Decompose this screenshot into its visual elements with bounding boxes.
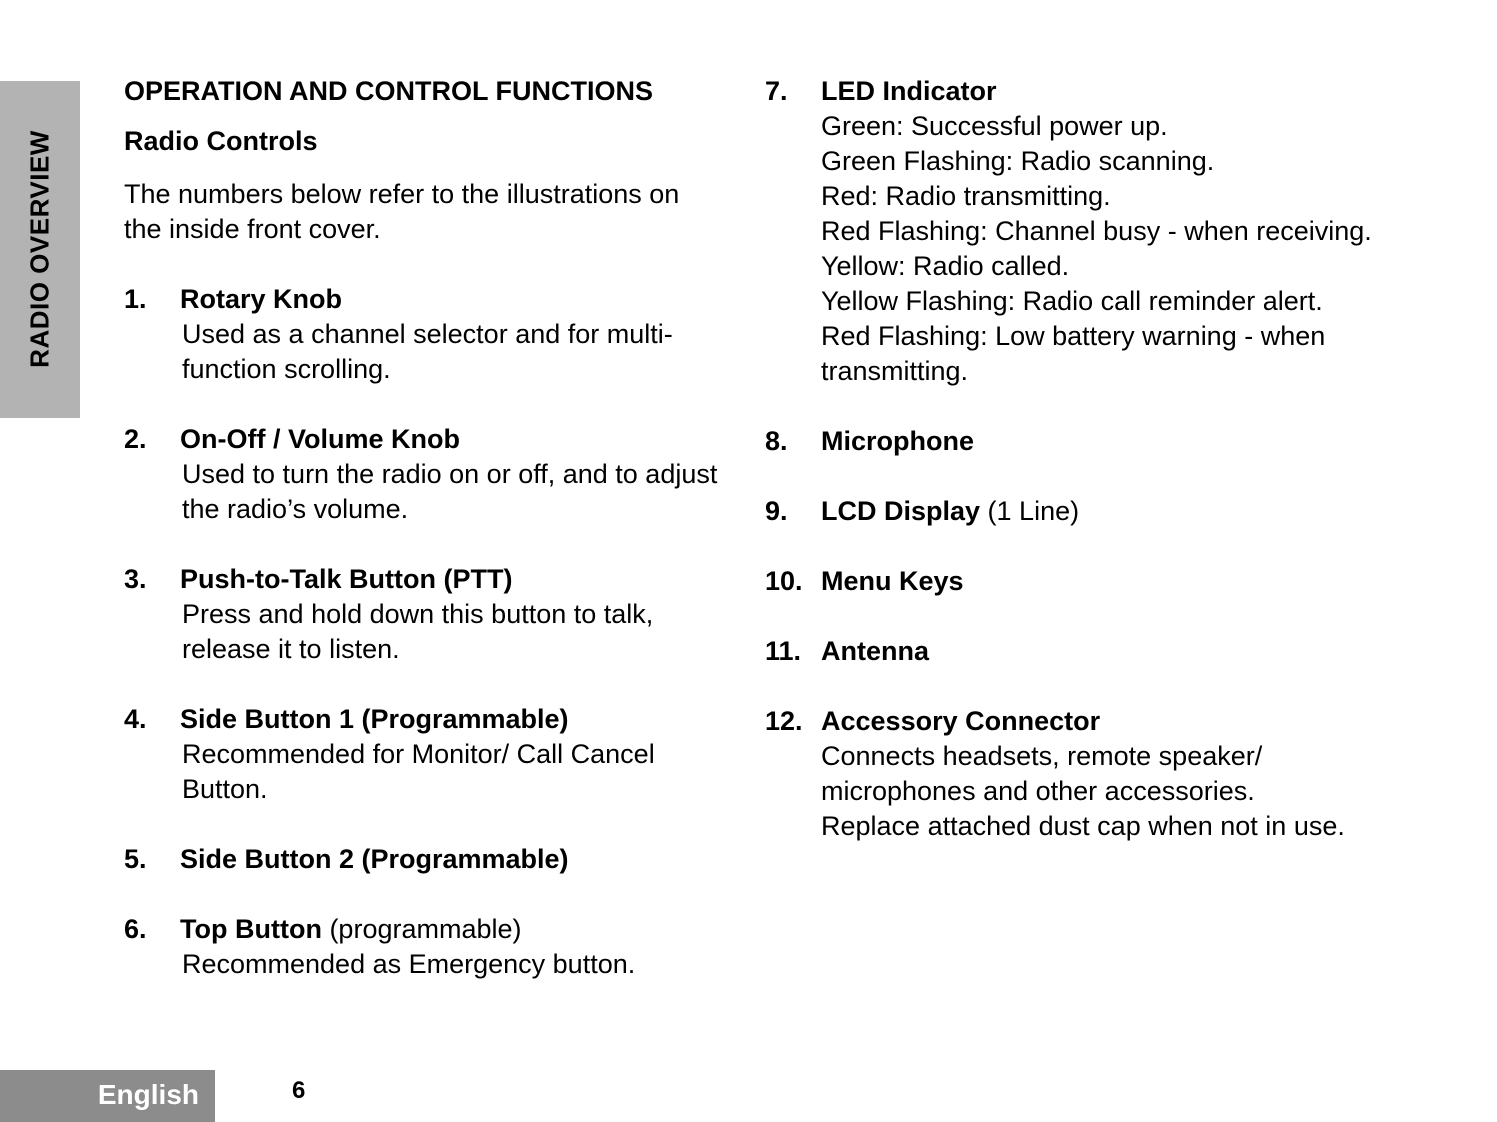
right-column [765, 74, 1405, 844]
control-item-11 [765, 634, 1405, 669]
item-title: Top Button [180, 914, 322, 944]
item-description: Used to turn the radio on or off, and to adjust the radio’s volume. [182, 459, 718, 524]
control-item-5 [124, 842, 724, 877]
item-number: 6. [124, 914, 147, 944]
item-description [765, 739, 1405, 844]
control-item-9 [765, 494, 1405, 529]
control-item-3 [124, 562, 724, 667]
item-suffix: (programmable) [321, 914, 522, 944]
item-number: 1. [124, 284, 147, 314]
item-number: 8. [765, 426, 788, 456]
item-title: On-Off / Volume Knob [180, 424, 460, 454]
item-number: 7. [765, 76, 788, 106]
led-state-line: Red: Radio transmitting. [821, 181, 1111, 211]
side-tab-label: RADIO OVERVIEW [24, 130, 55, 368]
control-item-1 [124, 282, 724, 387]
led-state-line: Yellow Flashing: Radio call reminder alert. [821, 286, 1323, 316]
item-description: Recommended for Monitor/ Call Cancel Button. [182, 739, 655, 804]
accessory-description-line: Connects headsets, remote speaker/ microphones and other accessories. [821, 741, 1263, 806]
item-title: LED Indicator [821, 76, 997, 106]
item-description [765, 109, 1405, 389]
item-title: Antenna [821, 636, 929, 666]
item-number: 5. [124, 844, 147, 874]
item-title: Microphone [821, 426, 974, 456]
accessory-description-line: Replace attached dust cap when not in use. [821, 811, 1345, 841]
led-state-line: Green Flashing: Radio scanning. [821, 146, 1215, 176]
item-title: Push-to-Talk Button (PTT) [180, 564, 513, 594]
item-number: 9. [765, 496, 788, 526]
item-title: Accessory Connector [821, 706, 1101, 736]
item-description: Press and hold down this button to talk, release it to listen. [182, 599, 654, 664]
led-state-line: Yellow: Radio called. [821, 251, 1070, 281]
item-title: Side Button 1 (Programmable) [180, 704, 569, 734]
control-item-8 [765, 424, 1405, 459]
item-description: Recommended as Emergency button. [182, 949, 636, 979]
led-state-line: Green: Successful power up. [821, 111, 1168, 141]
control-item-6 [124, 912, 724, 982]
item-number: 4. [124, 704, 147, 734]
page-number: 6 [292, 1077, 306, 1104]
item-number: 12. [765, 706, 803, 736]
left-column [124, 74, 724, 982]
item-title: Side Button 2 (Programmable) [180, 844, 569, 874]
footer-language-label: English [97, 1079, 199, 1110]
control-item-7 [765, 74, 1405, 389]
item-title: LCD Display [821, 496, 981, 526]
subsection-title: Radio Controls [124, 126, 318, 156]
led-state-line: Red Flashing: Channel busy - when receiving. [821, 216, 1372, 246]
item-number: 2. [124, 424, 147, 454]
led-state-line: Red Flashing: Low battery warning - when transmitting. [821, 321, 1326, 386]
item-number: 3. [124, 564, 147, 594]
item-title: Rotary Knob [180, 284, 342, 314]
footer-language-tab [0, 1070, 215, 1122]
control-item-10 [765, 564, 1405, 599]
item-number: 10. [765, 566, 803, 596]
item-suffix: (1 Line) [980, 496, 1080, 526]
item-number: 11. [765, 636, 802, 666]
section-title: OPERATION AND CONTROL FUNCTIONS [124, 76, 653, 106]
item-description: Used as a channel selector and for multi-function scrolling. [182, 319, 673, 384]
item-title: Menu Keys [821, 566, 964, 596]
intro-paragraph: The numbers below refer to the illustrations on the inside front cover. [124, 179, 680, 244]
control-item-2 [124, 422, 724, 527]
control-item-4 [124, 702, 724, 807]
control-item-12 [765, 704, 1405, 844]
